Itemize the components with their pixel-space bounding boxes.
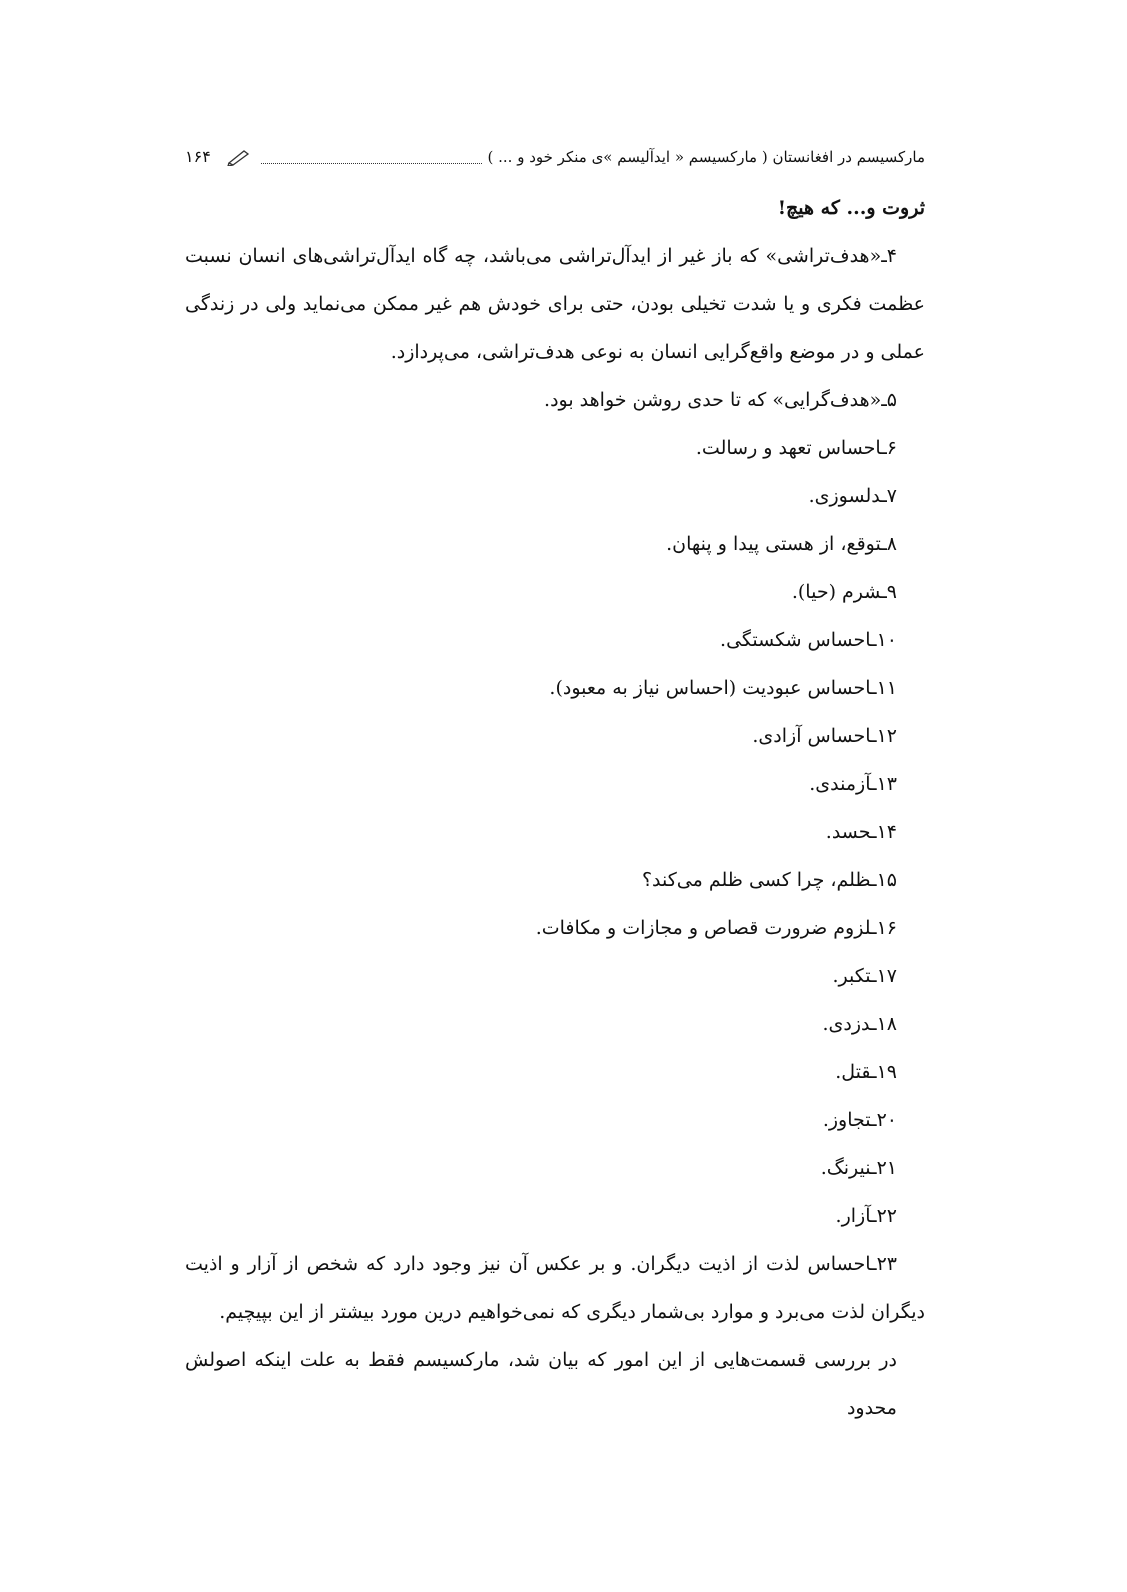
list-item: ۱۳ـآزمندی. — [809, 773, 897, 795]
list-item: ۱۱ـاحساس عبودیت (احساس نیاز به معبود). — [549, 677, 897, 699]
list-item: ۲۰ـتجاوز. — [822, 1109, 897, 1131]
paragraph-23-line-1: ۲۳ـاحساس لذت از اذیت دیگران. و بر عکس آن نیز وجود دارد که شخص از آزار و اذیت — [185, 1253, 897, 1275]
numbered-list — [185, 376, 925, 1240]
list-item: ۱۵ـظلم، چرا کسی ظلم می‌کند؟ — [641, 869, 897, 891]
page-number: ۱۶۴ — [185, 147, 211, 166]
list-item: ۱۶ـلزوم ضرورت قصاص و مجازات و مکافات. — [535, 917, 897, 939]
pencil-icon — [227, 148, 251, 166]
list-item: ۸ـتوقع، از هستی پیدا و پنهان. — [666, 533, 897, 555]
list-item: ۱۰ـاحساس شکستگی. — [720, 629, 897, 651]
list-item: ۱۷ـتکبر. — [832, 965, 897, 987]
paragraph-4-line-3: عملی و در موضع واقع‌گرایی انسان به نوعی هدف‌تراشی، می‌پردازد. — [390, 341, 925, 363]
opening-line: ثروت و... که هیچ! — [777, 197, 925, 219]
paragraph-4-line-2: عظمت فکری و یا شدت تخیلی بودن، حتی برای خودش هم غیر ممکن می‌نماید ولی در زندگی — [185, 293, 925, 315]
list-item: ۲۱ـنیرنگ. — [820, 1157, 897, 1179]
running-header — [185, 142, 925, 172]
list-item: ۲۲ـآزار. — [835, 1205, 897, 1227]
page-body — [185, 184, 925, 1432]
list-item: ۱۸ـدزدی. — [822, 1013, 897, 1035]
paragraph-23-line-2: دیگران لذت می‌برد و موارد بی‌شمار دیگری که نمی‌خواهیم درین مورد بیشتر از این بپیچیم. — [219, 1301, 925, 1323]
header-dot-leader — [261, 163, 482, 164]
list-item: ۵ـ«هدف‌گرایی» که تا حدی روشن خواهد بود. — [544, 389, 897, 411]
list-item: ۶ـاحساس تعهد و رسالت. — [695, 437, 897, 459]
list-item: ۱۴ـحسد. — [825, 821, 897, 843]
closing-line: در بررسی قسمت‌هایی از این امور که بیان شد، مارکسیسم فقط به علت اینکه اصولش محدود — [185, 1349, 897, 1419]
list-item: ۹ـشرم (حیا). — [791, 581, 897, 603]
list-item: ۷ـدلسوزی. — [808, 485, 897, 507]
header-title: مارکسیسم در افغانستان ( مارکسیسم « ایدآلیسم »ی منکر خود و ... ) — [487, 148, 925, 166]
list-item: ۱۹ـقتل. — [835, 1061, 897, 1083]
list-item: ۱۲ـاحساس آزادی. — [752, 725, 897, 747]
paragraph-4-line-1: ۴ـ«هدف‌تراشی» که باز غیر از ایدآل‌تراشی می‌باشد، چه گاه ایدآل‌تراشی‌های انسان نسبت — [185, 245, 897, 267]
